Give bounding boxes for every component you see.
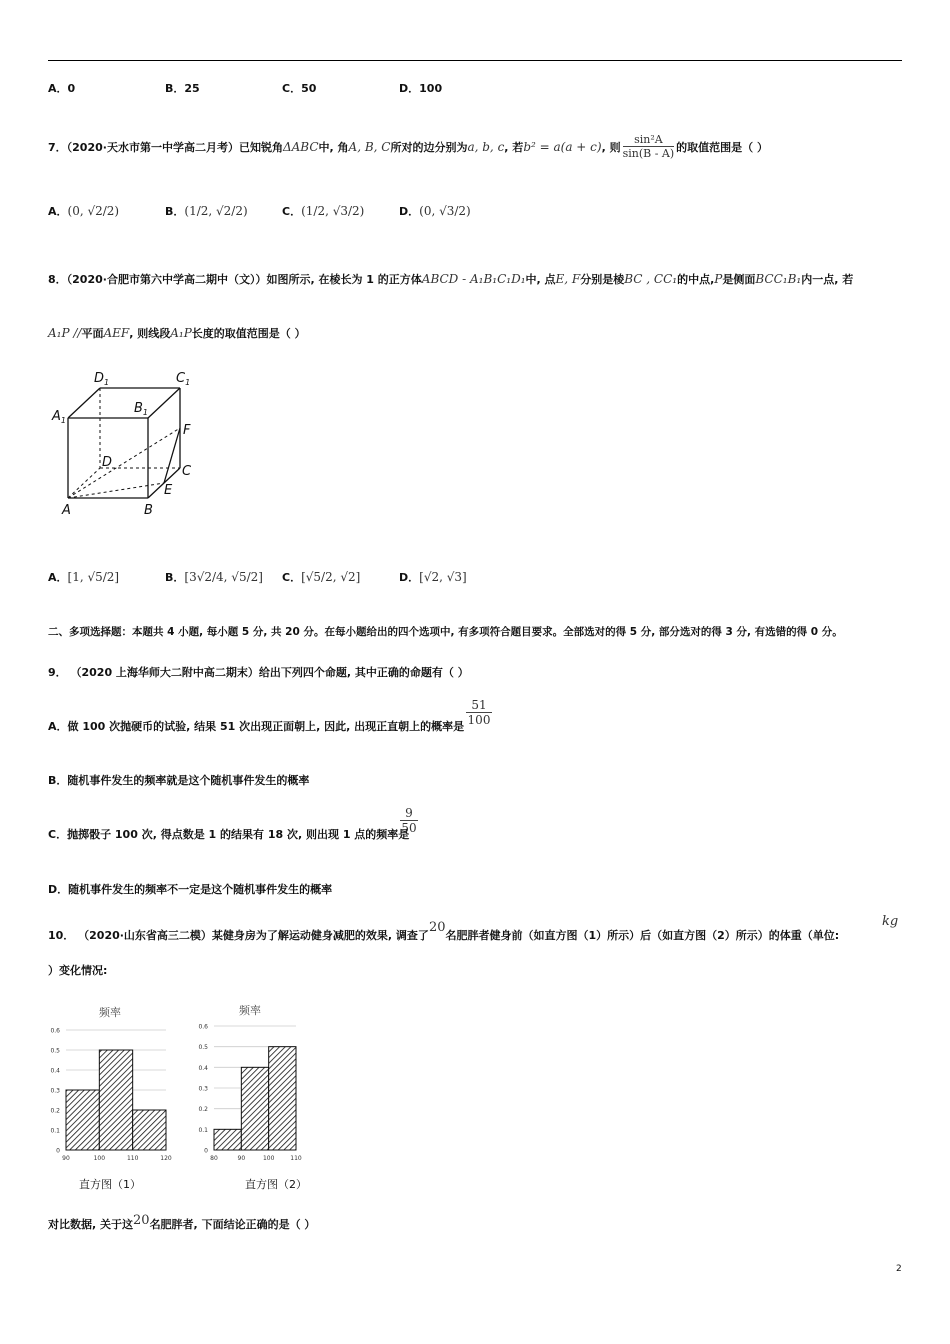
q10-text-2: 名肥胖者健身前（如直方图（1）所示）后（如直方图（2）所示）的体重（单位: [445, 929, 840, 942]
q7-option-c-label: C． [282, 205, 302, 218]
label-c: C [182, 464, 192, 479]
q8-l2-text-3: 长度的取值范围是（ ） [191, 327, 306, 340]
q10-tail-text-1: 对比数据, 关于这 [48, 1218, 134, 1231]
q6-option-b: B．25 [165, 82, 200, 95]
question-10-stem [48, 920, 840, 943]
histogram-bar [66, 1090, 99, 1150]
q8-option-b-math: [3√2/4, √5/2] [184, 570, 263, 584]
q10-math-1: 20 [428, 920, 446, 935]
q7-text-2: 中, 角 [318, 141, 349, 154]
y-tick-label: 0.6 [50, 1027, 60, 1035]
q9-option-d: D．随机事件发生的频率不一定是这个随机事件发生的概率 [48, 883, 333, 896]
q8-math-1: ABCD - A₁B₁C₁D₁ [421, 272, 526, 286]
q7-fraction-den: sin(B - A) [622, 147, 675, 160]
x-tick-label: 100 [262, 1155, 275, 1162]
x-tick-label: 90 [62, 1155, 70, 1162]
y-tick-label: 0.6 [198, 1023, 208, 1031]
chart-caption: 直方图（1） [79, 1178, 141, 1191]
q8-text-3: 分别是棱 [580, 273, 625, 286]
q8-math-4: P [714, 272, 723, 286]
q8-option-c-label: C． [282, 571, 302, 584]
q8-text-2: 中, 点 [525, 273, 556, 286]
page-number: 2 [896, 1264, 902, 1274]
label-a1: $A_1$ [52, 409, 66, 425]
q7-option-b-label: B． [165, 205, 185, 218]
x-tick-label: 80 [210, 1155, 218, 1162]
q8-option-b [165, 566, 263, 585]
chart-title: 频率 [239, 1004, 261, 1017]
q7-source: （2020·天水市第一中学高二月考） [66, 141, 239, 154]
question-8-line-2 [48, 322, 306, 341]
q8-text-6: 内一点, 若 [801, 273, 854, 286]
q7-fraction-num: sin²A [634, 133, 663, 146]
q7-option-d-math: (0, √3/2) [419, 204, 471, 218]
y-tick-label: 0.5 [50, 1047, 60, 1055]
y-tick-label: 0.4 [198, 1064, 208, 1072]
q7-math-3: a, b, c [467, 140, 505, 154]
q8-l2-text-2: , 则线段 [129, 327, 171, 340]
q7-text-4: , 若 [504, 141, 524, 154]
q9-a-fraction-num: 51 [471, 698, 487, 712]
header-rule [48, 60, 902, 61]
x-tick-label: 110 [290, 1155, 302, 1162]
q8-option-c-math: [√5/2, √2] [301, 570, 361, 584]
question-7-stem [48, 133, 768, 160]
q10-line-2: ）变化情况: [48, 964, 108, 977]
q7-number: 7． [48, 141, 67, 154]
y-tick-label: 0 [204, 1147, 208, 1155]
q8-l2-math-3: A₁P [170, 326, 192, 340]
q9-option-c: C．抛掷骰子 100 次, 得点数是 1 的结果有 18 次, 则出现 1 点的频率是 [48, 828, 410, 841]
q8-l2-math-1: A₁P // [48, 326, 82, 340]
q8-option-a [48, 566, 119, 585]
q10-tail-math: 20 [133, 1213, 150, 1228]
q9-option-b: B．随机事件发生的频率就是这个随机事件发生的概率 [48, 774, 310, 787]
y-tick-label: 0.2 [198, 1106, 208, 1114]
q8-source: （2020·合肥市第六中学高二期中（文）） [66, 273, 267, 286]
histogram-bar [241, 1067, 268, 1150]
q7-option-b-math: (1/2, √2/2) [184, 204, 248, 218]
q7-text-6: 的取值范围是（ ） [676, 141, 769, 154]
label-d: D [102, 455, 113, 470]
q8-option-d-label: D． [399, 571, 420, 584]
histogram-bar [133, 1110, 166, 1150]
y-tick-label: 0.1 [50, 1127, 60, 1135]
q10-unit-kg: kg [882, 914, 899, 929]
q7-option-a [48, 200, 119, 219]
q9-a-fraction [466, 698, 492, 727]
q10-text-1: 10． （2020·山东省高三二模）某健身房为了解运动健身减肥的效果, 调查了 [48, 929, 429, 942]
q8-number: 8． [48, 273, 67, 286]
question-8-stem [48, 268, 853, 287]
q7-math-2: A, B, C [348, 140, 391, 154]
q9-option-a: A．做 100 次抛硬币的试验, 结果 51 次出现正面朝上, 因此, 出现正直朝上的概率是 [48, 720, 465, 733]
histogram-2 [194, 996, 334, 1198]
q7-text-3: 所对的边分别为 [390, 141, 468, 154]
edge-a1d1 [68, 388, 100, 418]
label-b: B [144, 503, 153, 518]
label-e: E [164, 483, 173, 498]
q7-fraction [623, 133, 675, 160]
y-tick-label: 0.3 [198, 1085, 208, 1093]
label-d1: $D_1$ [94, 371, 110, 387]
q10-tail-text-2: 名肥胖者, 下面结论正确的是（ ） [149, 1218, 316, 1231]
q7-text-1: 已知锐角 [238, 141, 283, 154]
q8-math-5: BCC₁B₁ [755, 272, 802, 286]
q8-option-c [282, 566, 360, 585]
y-tick-label: 0.3 [50, 1087, 60, 1095]
q7-option-c-math: (1/2, √3/2) [301, 204, 365, 218]
histogram-1 [40, 998, 190, 1198]
edge-b1c1 [148, 388, 180, 418]
q8-l2-text-1: 平面 [81, 327, 104, 340]
q8-option-b-label: B． [165, 571, 185, 584]
y-tick-label: 0.4 [50, 1067, 60, 1075]
q9-c-fraction [400, 806, 418, 835]
section-2-heading: 二、多项选择题：本题共 4 小题, 每小题 5 分, 共 20 分。在每小题给出的四个选项中, 有多项符合题目要求。全部选对的得 5 分, 部分选对的得 3 分, 有选错的得 0 分。 [48, 626, 843, 638]
q8-option-a-label: A． [48, 571, 68, 584]
q8-math-2: E, F [555, 272, 581, 286]
y-tick-label: 0.5 [198, 1044, 208, 1052]
q7-option-b [165, 200, 248, 219]
q9-c-fraction-num: 9 [405, 806, 413, 820]
question-9-stem: 9． （2020 上海华师大二附中高二期末）给出下列四个命题, 其中正确的命题有（ ） [48, 666, 469, 679]
q8-math-3: BC , CC₁ [624, 272, 678, 286]
q8-option-d [399, 566, 467, 585]
q6-option-c: C．50 [282, 82, 317, 95]
x-tick-label: 100 [93, 1155, 106, 1162]
label-c1: $C_1$ [176, 371, 191, 387]
label-b1: $B_1$ [134, 401, 149, 417]
histogram-bar [269, 1047, 296, 1150]
q7-text-5: , 则 [601, 141, 621, 154]
q8-option-a-math: [1, √5/2] [67, 570, 120, 584]
q6-option-d: D．100 [399, 82, 443, 95]
x-tick-label: 90 [237, 1155, 246, 1162]
x-tick-label: 110 [126, 1155, 139, 1162]
x-tick-label: 120 [160, 1155, 172, 1162]
chart-caption: 直方图（2） [245, 1178, 307, 1191]
edge-ad-hidden [68, 468, 100, 498]
q9-a-fraction-den: 100 [467, 713, 491, 727]
q7-option-a-label: A． [48, 205, 68, 218]
q8-text-1: 如图所示, 在棱长为 1 的正方体 [266, 273, 422, 286]
label-a: A [62, 503, 71, 518]
q7-option-d [399, 200, 471, 219]
q7-math-4: b² = a(a + c) [523, 140, 602, 154]
cube-figure [48, 368, 208, 518]
q8-text-5: 是侧面 [722, 273, 756, 286]
q10-tail [48, 1213, 315, 1232]
label-f: F [183, 423, 191, 438]
q9-c-fraction-den: 50 [401, 821, 417, 835]
q8-text-4: 的中点, [677, 273, 715, 286]
histogram-bar [214, 1129, 241, 1150]
q7-option-a-math: (0, √2/2) [67, 204, 120, 218]
y-tick-label: 0 [56, 1147, 60, 1155]
y-tick-label: 0.2 [50, 1107, 60, 1115]
q8-l2-math-2: AEF [103, 326, 130, 340]
q8-option-d-math: [√2, √3] [419, 570, 467, 584]
y-tick-label: 0.1 [198, 1126, 208, 1134]
q7-option-d-label: D． [399, 205, 420, 218]
q7-math-1: ΔABC [282, 140, 319, 154]
histogram-bar [99, 1050, 132, 1150]
q6-option-a: A．0 [48, 82, 76, 95]
q7-option-c [282, 200, 364, 219]
chart-title: 频率 [99, 1006, 121, 1019]
